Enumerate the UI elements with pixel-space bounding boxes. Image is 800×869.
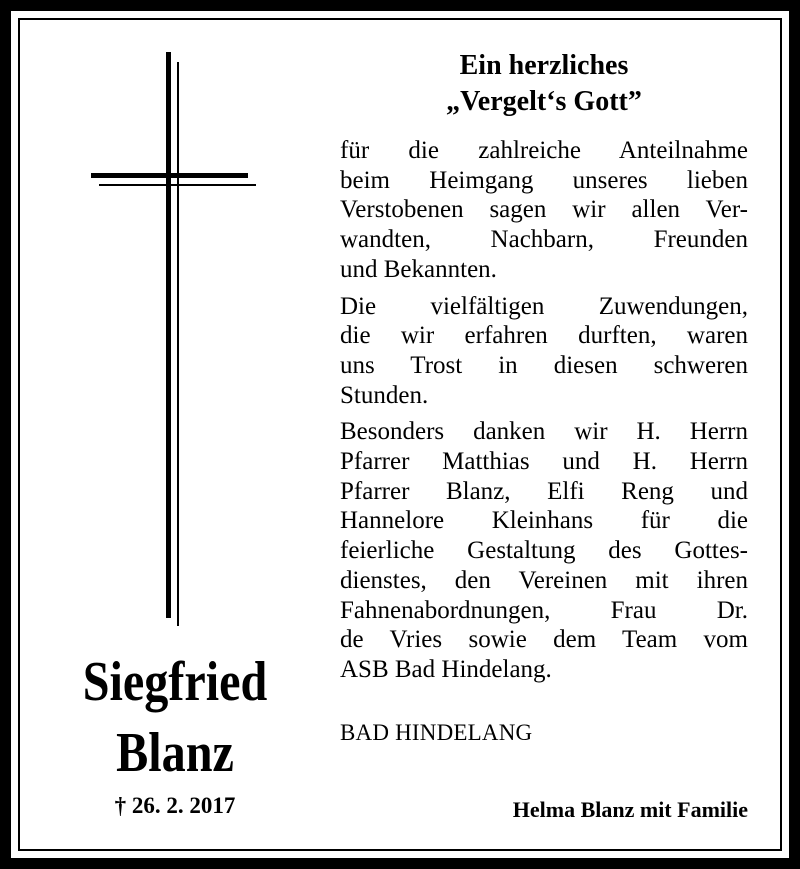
heading-line-2: „Vergelt‘s Gott” [446,86,642,117]
text-line: Die vielfältigen Zuwendungen, [340,292,748,320]
cross-vertical-shadow-line [177,62,179,626]
heading-line-1: Ein herzliches [459,50,629,81]
signature: Helma Blanz mit Familie [512,797,748,822]
text-line: uns Trost in diesen schweren [340,351,748,379]
deceased-first-name: Siegfried [82,651,268,713]
paragraph-thanks [340,136,748,285]
text-line: beim Heimgang unseres lieben [340,166,748,194]
text-line: Besonders danken wir H. Herrn [340,418,748,446]
place-name: BAD HINDELANG [340,720,533,745]
text-line: Verstobenen sagen wir allen Ver- [340,196,748,224]
text-line: und Bekannten. [340,255,497,283]
text-line: für die zahlreiche Anteilnahme [340,137,748,164]
text-line: Pfarrer Matthias und H. Herrn [340,448,748,476]
text-line: ASB Bad Hindelang. [340,655,552,683]
text-line: Stunden. [340,381,429,409]
paragraph-support [340,292,748,411]
cross-vertical-bar [166,52,171,618]
text-line: wandten, Nachbarn, Freunden [340,226,748,254]
deceased-last-name: Blanz [116,722,234,784]
cross-horizontal-shadow-line [99,184,256,186]
text-line: feierliche Gestaltung des Gottes- [340,537,748,565]
text-line: die wir erfahren durften, waren [340,322,748,350]
message-body [340,136,748,692]
text-line: Hannelore Kleinhans für die [340,507,748,535]
paragraph-special-thanks [340,417,748,684]
death-date: † 26. 2. 2017 [114,793,236,818]
text-line: de Vries sowie dem Team vom [340,626,748,654]
text-line: dienstes, den Vereinen mit ihren [340,566,748,594]
cross-horizontal-bar [91,173,248,178]
text-line: Fahnenabordnungen, Frau Dr. [340,596,748,624]
text-line: Pfarrer Blanz, Elfi Reng und [340,477,748,505]
